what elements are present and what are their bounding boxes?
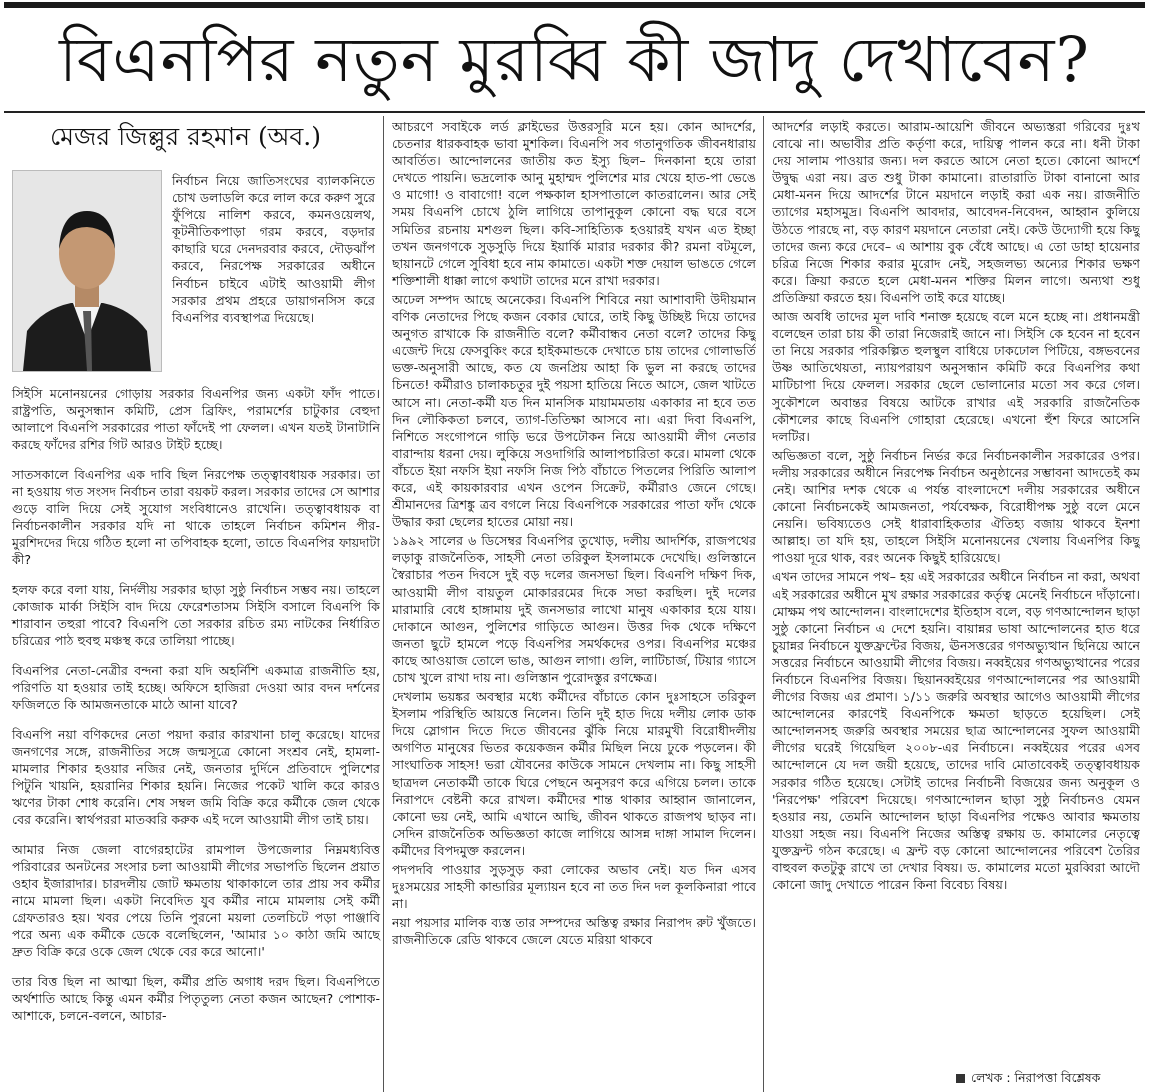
paragraph: হলফ করে বলা যায়, নির্দলীয় সরকার ছাড়া সুষ্ঠু নির্বাচন সম্ভব নয়। তাহলে কোজাক মার্কা সিইসি বাদ দিয়ে ফেরেশতাসম সিইসি বসালে বিএনপি কি শারাবান তহুরা পাবে? বিএনপি তো সরকার রচিত রম্য নাটকের নির্ধারিত চরিত্রের পাঠ হুবহু মঞ্চস্থ করে তালিয়া পাচ্ছে। [12, 581, 380, 648]
paragraph: বিএনপি নয়া বণিকদের নেতা পয়দা করার কারখানা চালু করেছে। যাদের জনগণের সঙ্গে, রাজনীতির সঙ্গে জন্মসূত্রে কোনো সংশ্রব নেই, হামলা-মামলার শিকার হওয়ার নজির নেই, জনতার দুর্দিনে প্রতিবাদে পুলিশের পিটুনি খায়নি, হয়রানির শিকার হয়নি। নিজের পকেট খালি করে কারও ঋণের টাকা শোধ করেনি। শেষ সম্বল জমি বিক্রি করে কর্মীকে জেল থেকে বের করেনি। স্বার্থপররা মাতব্বরি করুক এই দলে আওয়ামী লীগ তাই চায়। [12, 726, 380, 828]
column-3-body [772, 118, 1140, 1064]
author-photo [12, 170, 162, 372]
paragraph: বিএনপির নেতা-নেত্রীর বন্দনা করা যদি অহর্নিশি একমাত্র রাজনীতি হয়, পরিণতি যা হওয়ার তাই হচ্ছে। অফিসে হাজিরা দেওয়া আর বদন দর্শনের ফজিলতে কি আমজনতাকে মাঠে আনা যাবে? [12, 662, 380, 712]
paragraph: নয়া পয়সার মালিক ব্যস্ত তার সম্পদের অস্তিত্ব রক্ষার নিরাপদ রুট খুঁজতে। রাজনীতিকে রেডি থাকবে জেলে যেতে মরিয়া থাকবে [392, 915, 756, 948]
article-headline: বিএনপির নতুন মুরব্বি কী জাদু দেখাবেন? [59, 23, 1090, 96]
column-2-body [392, 118, 756, 1090]
paragraph: আজ অবধি তাদের মূল দাবি শনাক্ত হয়েছে বলে মনে হচ্ছে না। প্রধানমন্ত্রী বলেছেন তারা চায় কী তারা নিজেরাই জানে না। সিইসি কে হবেন না হবেন তা নিয়ে সরকার পরিকল্পিত হুলস্থুল বাধিয়ে ঢাকঢোল পিটিয়ে, বঙ্গভবনের উষ্ণ আতিথেয়তা, ন্যায়পরায়ণ অনুসন্ধান কমিটি করে বিএনপির কথা মাটিচাপা দিয়ে ফেলল। সরকার ছেলে ভোলানোর মতো সব করে গেল। সুকৌশলে অবান্তর বিষয়ে আটকে রাখার এই সরকারি রাজনৈতিক কৌশলের কাছে বিএনপি গোহারা হেরেছে। এখনো হুঁশ ফিরে আসেনি দলটির। [772, 309, 1140, 444]
column-divider-2 [763, 116, 764, 1092]
paragraph: আদর্শের লড়াই করতে। আরাম-আয়েশি জীবনে অভ্যস্তরা গরিবের দুঃখ বোঝে না। অভাবীর প্রতি কর্তৃণা করে, দায়িত্ব পালন করে না। ধনী টাকা দেয় সালাম পাওয়ার জন্য। দল করতে আসে নেতা হতে। কোনো আদর্শে উদ্বুদ্ধ এরা নয়। ব্রত শুধু টাকা কামানো। রাতারাতি টাকা বানানো আর মেধা-মনন দিয়ে আদর্শের টানে ময়দানে লড়াই করা এক নয়। রাজনীতি ত্যাগের মহাসমুদ্র। বিএনপি আবদার, আবেদন-নিবেদন, আহ্বান কুলিয়ে উঠতে পারছে না, বড় কারণ ময়দানে নেতারা নেই। কেউ উদ্যোগী হয়ে কিছু তাদের জন্য করে দেবে– এ আশায় বুক বেঁধে আছে। এ তো ডাহা হায়েনার চরিত্র নিজে শিকার করার মুরোদ নেই, সহজলভ্য অন্যের শিকার ভক্ষণ করে। ক্রিয়া করতে হলে মেধা-মনন শক্তির মিলন লাগে। অন্যথা শুধু প্রতিক্রিয়া করতে হয়। বিএনপি তাই করে যাচ্ছে। [772, 119, 1140, 305]
top-border-bar [4, 2, 1145, 8]
paragraph: সাতসকালে বিএনপির এক দাবি ছিল নিরপেক্ষ তত্ত্বাবধায়ক সরকার। তা না হওয়ায় গত সংসদ নির্বাচন তারা বয়কট করল। সরকার তাদের সে আশার গুড়ে বালি দিয়ে সেই সুযোগ সংবিধানেও রাখেনি। তত্ত্বাবধায়ক বা নির্বাচনকালীন সরকার যদি না থাকে তাহলে নির্বাচন কমিশন পীর-মুরশিদদের দিয়ে গঠিত হলো না তপিবাহক হলো, তাতে বিএনপির ফায়দাটা কী? [12, 466, 380, 568]
paragraph: এখন তাদের সামনে পথ– হয় এই সরকারের অধীনে নির্বাচন না করা, অথবা এই সরকারের অধীনে মুখ রক্ষার সরকারের কর্তৃত্ব মেনেই নির্বাচনে দাঁড়ানো। মোক্ষম পথ আন্দোলন। বাংলাদেশের ইতিহাস বলে, বড় গণআন্দোলন ছাড়া সুষ্ঠু কোনো নির্বাচন এ দেশে হয়নি। বায়ান্নর ভাষা আন্দোলনের হাত ধরে চুয়ান্নর নির্বাচনে যুক্তফ্রন্টের বিজয়, ঊনসত্তরের গণঅভ্যুত্থান ছিনিয়ে আনে সত্তরের নির্বাচনে আওয়ামী লীগের বিজয়। নব্বইয়ের গণঅভ্যুত্থানের পরের নির্বাচনে বিএনপির বিজয়। ছিয়ানব্বইয়ের গণআন্দোলনের পর আওয়ামী লীগের বিজয় এর প্রমাণ। ১/১১ জরুরি অবস্থার আগেও আওয়ামী লীগের আন্দোলনের কারণেই বিএনপিকে ক্ষমতা ছাড়তে হয়েছিল। সেই আন্দোলনসহ জরুরি অবস্থার সময়ের ছাত্র আন্দোলনের সুফল আওয়ামী লীগের ঘরেই গিয়েছিল ২০০৮-এর নির্বাচনে। নব্বইয়ের পরের এসব আন্দোলনে যে দল জয়ী হয়েছে, তাদের দাবি মোতাবেকই তত্ত্বাবধায়ক সরকার গঠিত হয়েছে। সেটাই তাদের নির্বাচনী বিজয়ের জন্য অনুকূল ও 'নিরপেক্ষ' পরিবেশ দিয়েছে। গণআন্দোলন ছাড়া সুষ্ঠু নির্বাচনও যেমন হওয়ার নয়, তেমনি আন্দোলন ছাড়া বিএনপির পক্ষেও আবার ক্ষমতায় যাওয়া সহজ নয়। বিএনপি নিজের অস্তিত্ব রক্ষায় ড. কামালের নেতৃত্বে যুক্তফ্রন্ট গঠন করেছে। এ ফ্রন্ট বড় কোনো আন্দোলনের পরিবেশ তৈরির বাহুবল কতটুকু রাখে তা দেখার বিষয়। ড. কামালের মতো মুরব্বিরা আদৌ কোনো জাদু দেখাতে পারেন কিনা বিবেচ্য বিষয়। [772, 569, 1140, 893]
paragraph: সিইসি মনোনয়নের গোড়ায় সরকার বিএনপির জন্য একটা ফাঁদ পাতে। রাষ্ট্রপতি, অনুসন্ধান কমিটি, প্রেস ব্রিফিং, পরামর্শের চাটুকার বেহুদা আলাপে বিএনপি সরকারের পাতা ফাঁদেই পা ফেলল। এখন যতই টানাটানি করছে ফাঁদের রশির গিট আরও টাইট হচ্ছে। [12, 385, 380, 452]
paragraph: দেখলাম ভয়ঙ্কর অবস্থার মধ্যে কর্মীদের বাঁচাতে কোন দুঃসাহসে তরিকুল ইসলাম পরিস্থিতি আয়ত্তে নিলেন। তিনি দুই হাত দিয়ে দলীয় লোক ডাক দিয়ে স্লোগান দিতে দিতে জীবনের ঝুঁকি নিয়ে মারমুখী বিরোধীদলীয় অগণিত মানুষের ভিতর কয়েকজন কর্মীর মিছিল নিয়ে ঢুকে পড়লেন। কী সাংঘাতিক সাহস! ভরা যৌবনের কাউকে সামনে দেখলাম না। কিছু সাহসী ছাত্রদল নেতাকর্মী তাকে ঘিরে পেছনে অনুসরণ করে এগিয়ে চলল। তাকে নিরাপদে বেষ্টনী করে রাখল। কর্মীদের শান্ত থাকার আহ্বান জানালেন, কোনো ভয় নেই, আমি এখানে আছি, জীবন থাকতে রাজপথ ছাড়ব না। সেদিন রাজনৈতিক অভিজ্ঞতা কাজে লাগিয়ে আসন্ন দাঙ্গা সামাল দিলেন। কর্মীদের বিপদমুক্ত করলেন। [392, 689, 756, 858]
square-bullet-icon [956, 1074, 965, 1083]
author-byline: মেজর জিল্লুর রহমান (অব.) [50, 122, 321, 151]
intro-paragraph: নির্বাচন নিয়ে জাতিসংঘের ব্যালকনিতে চোখ ডলাডলি করে লাল করে করুণ সুরে ফুঁপিয়ে নালিশ করবে, কমনওয়েলথ, কূটনীতিকপাড়া গরম করবে, বড়দার কাছারি ঘরে দেনদরবার করবে, দৌড়ঝাঁপ করবে, নিরপেক্ষ সরকারের অধীনে নির্বাচন চাইবে এটাই আওয়ামী লীগ সরকার প্রথম প্রহরে ডায়াগনসিস করে বিএনপির ব্যবস্থাপত্র দিয়েছে। [172, 173, 375, 325]
column-1-body [12, 372, 380, 1037]
paragraph: পদপদবি পাওয়ার সুড়সুড় করা লোকের অভাব নেই। যত দিন এসব দুঃসময়ের সাহসী কান্ডারির মূল্যায়ন হবে না তত দিন দল কূলকিনারা পাবে না। [392, 862, 756, 912]
paragraph: তার বিত্ত ছিল না আত্মা ছিল, কর্মীর প্রতি অগাধ দরদ ছিল। বিএনপিতে অর্থশাতি আছে কিন্তু এমন কর্মীর পিতৃতুল্য নেতা কজন আছেন? পোশাক-আশাকে, চলনে-বলনে, আচার- [12, 973, 380, 1024]
paragraph: ১৯৯২ সালের ৬ ডিসেম্বর বিএনপির তুখোড়, দলীয় আদর্শিক, রাজপথের লড়াকু রাজনৈতিক, সাহসী নেতা তরিকুল ইসলামকে দেখেছি। গুলিস্তানে স্বৈরাচার পতন দিবসে দুই বড় দলের জনসভা ছিল। বিএনপি দক্ষিণ দিক, আওয়ামী লীগ বায়তুল মোকাররমের দিকে সভা করছিল। দুই দলের মারামারি বেধে হাঙ্গামায় দুই জনসভার লাখো মানুষ একাকার হয়ে যায়। দোকানে আগুন, পুলিশের গাড়িতে আগুন। উত্তর দিক থেকে দক্ষিণে জনতা ছুটে হামলে পড়ে বিএনপির সমর্থকদের ওপর। বিএনপির মঞ্চের কাছে আওয়াজ তোলে ভাঙ, আগুন লাগা। গুলি, লাটিচার্জ, টিয়ার গ্যাসে চোখ খুলে রাখা দায় না। গুলিস্তান পুরোদস্তুর রণক্ষেত্র। [392, 533, 756, 685]
paragraph: অভিজ্ঞতা বলে, সুষ্ঠু নির্বাচন নির্ভর করে নির্বাচনকালীন সরকারের ওপর। দলীয় সরকারের অধীনে নিরপেক্ষ নির্বাচন অনুষ্ঠানের সম্ভাবনা আদতেই কম নেই। আশির দশক থেকে এ পর্যন্ত বাংলাদেশে দলীয় সরকারের অধীনে কোনো নির্বাচনকেই আমজনতা, পর্যবেক্ষক, বিরোধীপক্ষ সুষ্ঠু বলে মেনে নেয়নি। ভবিষ্যতেও সেই ধারাবাহিকতার ঐতিহ্য বজায় থাকবে ইনশা আল্লাহ। তা যদি হয়, তাহলে সিইসি মনোনয়নের খেলায় বিএনপির কিছু পাওয়া দূরে থাক, বরং অনেক কিছুই হারিয়েছে। [772, 447, 1140, 566]
headline-divider [4, 111, 1145, 113]
writer-credit-label: লেখক : নিরাপত্তা বিশ্লেষক [971, 1070, 1101, 1085]
portrait-image [13, 171, 161, 371]
paragraph: অঢেল সম্পদ আছে অনেকের। বিএনপি শিবিরে নয়া আশাবাদী উদীয়মান বণিক নেতাদের পিছে কজন বেকার ঘোরে, তাই কিছু উচ্ছিষ্ট দিয়ে তাদের অনুগত রাখাকে কি রাজনীতি বলে? কর্মীবান্ধব নেতা বলে? তাদের কিছু এজেন্ট দিয়ে ফেসবুকিং করে হাইকমান্ডকে দেখাতে চায় তাদের গোলাভর্তি ভক্ত-অনুসারী আছে, কত যে জনপ্রিয় আহা কি ভুল না করছে তাদের চিনতে! কর্মীরাও চালাকচতুর দুই পয়সা হাতিয়ে নিতে আসে, জেল খাটতে আসে না। নেতা-কর্মী যত দিন মানসিক মায়ামমতায় একাকার না হবে তত দিন লৌকিকতা চলবে, ত্যাগ-তিতিক্ষা আসবে না। এরা দিবা বিএনপি, নিশিতে সংগোপনে গাড়ি ভরে উপঢৌকন নিয়ে আওয়ামী লীগ নেতার বারান্দায় ধরনা দেয়। লুকিয়ে সওদাগিরি আলাপচারিতা করে। মামলা থেকে বাঁচতে ইয়া নফসি ইয়া নফসি নিজ পিঠ বাঁচাতে পিতলের পিরিতি আলাপ করে, এই কায়কারবার এখন ওপেন সিক্রেট, কর্মীরাও জেনে গেছে। শ্রীমানদের ত্রিশঙ্কু ত্রব বগলে নিয়ে বিএনপিকে সরকারের পাতা ফাঁদ থেকে উদ্ধার করা ছেলের হাতের মোয়া নয়। [392, 291, 756, 530]
writer-credit [956, 1070, 1100, 1086]
paragraph: আমার নিজ জেলা বাগেরহাটের রামপাল উপজেলার নিম্নমধ্যবিত্ত পরিবারের অনটনের সংসার চলা আওয়ামী লীগের সভাপতি ছিলেন প্রয়াত ওহাব ইজারাদার। চারদলীয় জোট ক্ষমতায় থাকাকালে তার প্রায় সব কর্মীর নামে মামলা ছিল। একটা নিবেদিত যুব কর্মীর নামে মামলায় সেই কর্মী গ্রেফতারও হয়। খবর পেয়ে তিনি পুরনো ময়লা তেলচিটে পড়া পাঞ্জাবি পরে অন্য এক কর্মীকে ডেকে বলেছিলেন, 'আমার ১০ কাঠা জমি আছে দ্রুত বিক্রি করে ওকে জেল থেকে বের করে আনো।' [12, 841, 380, 960]
column-divider-1 [383, 116, 384, 1092]
paragraph: আচরণে সবাইকে লর্ড ক্লাইভের উত্তরসূরি মনে হয়। কোন আদর্শের, চেতনার ধারকবাহক ভাবা মুশকিল। বিএনপি সব গতানুগতিক জীবনধারায় আবর্তিত। আন্দোলনের জাতীয় কত ইস্যু ছিল– দিনকানা হয়ে তারা দেখতে পায়নি। ভদ্রলোক আনু মুহাম্মদ পুলিশের মার খেয়ে হাত-পা ভেঙে ও মাগো! ও বাবাগো! বলে পক্ষকাল হাসপাতালে কাতরালেন। আর সেই সময় বিএনপি চোখে ঠুলি লাগিয়ে তাপানুকূল কোনো বদ্ধ ঘরে বসে সমিতির রচনায় মশগুল ছিল। কবি-সাহিত্যিক হওয়ারই যখন এত ইচ্ছা তখন জনগণকে সুড়সুড়ি দিয়ে ইয়ার্কি মারার দরকার কী? রমনা বটমূলে, ছায়ানটে গেলে সুবিধা হবে নাম কামাতে। একটা শক্ত দেয়াল ভাঙতে গেলে শক্তিশালী ধাক্কা লাগে কথাটা তাদের মনে রাখা দরকার। [392, 119, 756, 288]
